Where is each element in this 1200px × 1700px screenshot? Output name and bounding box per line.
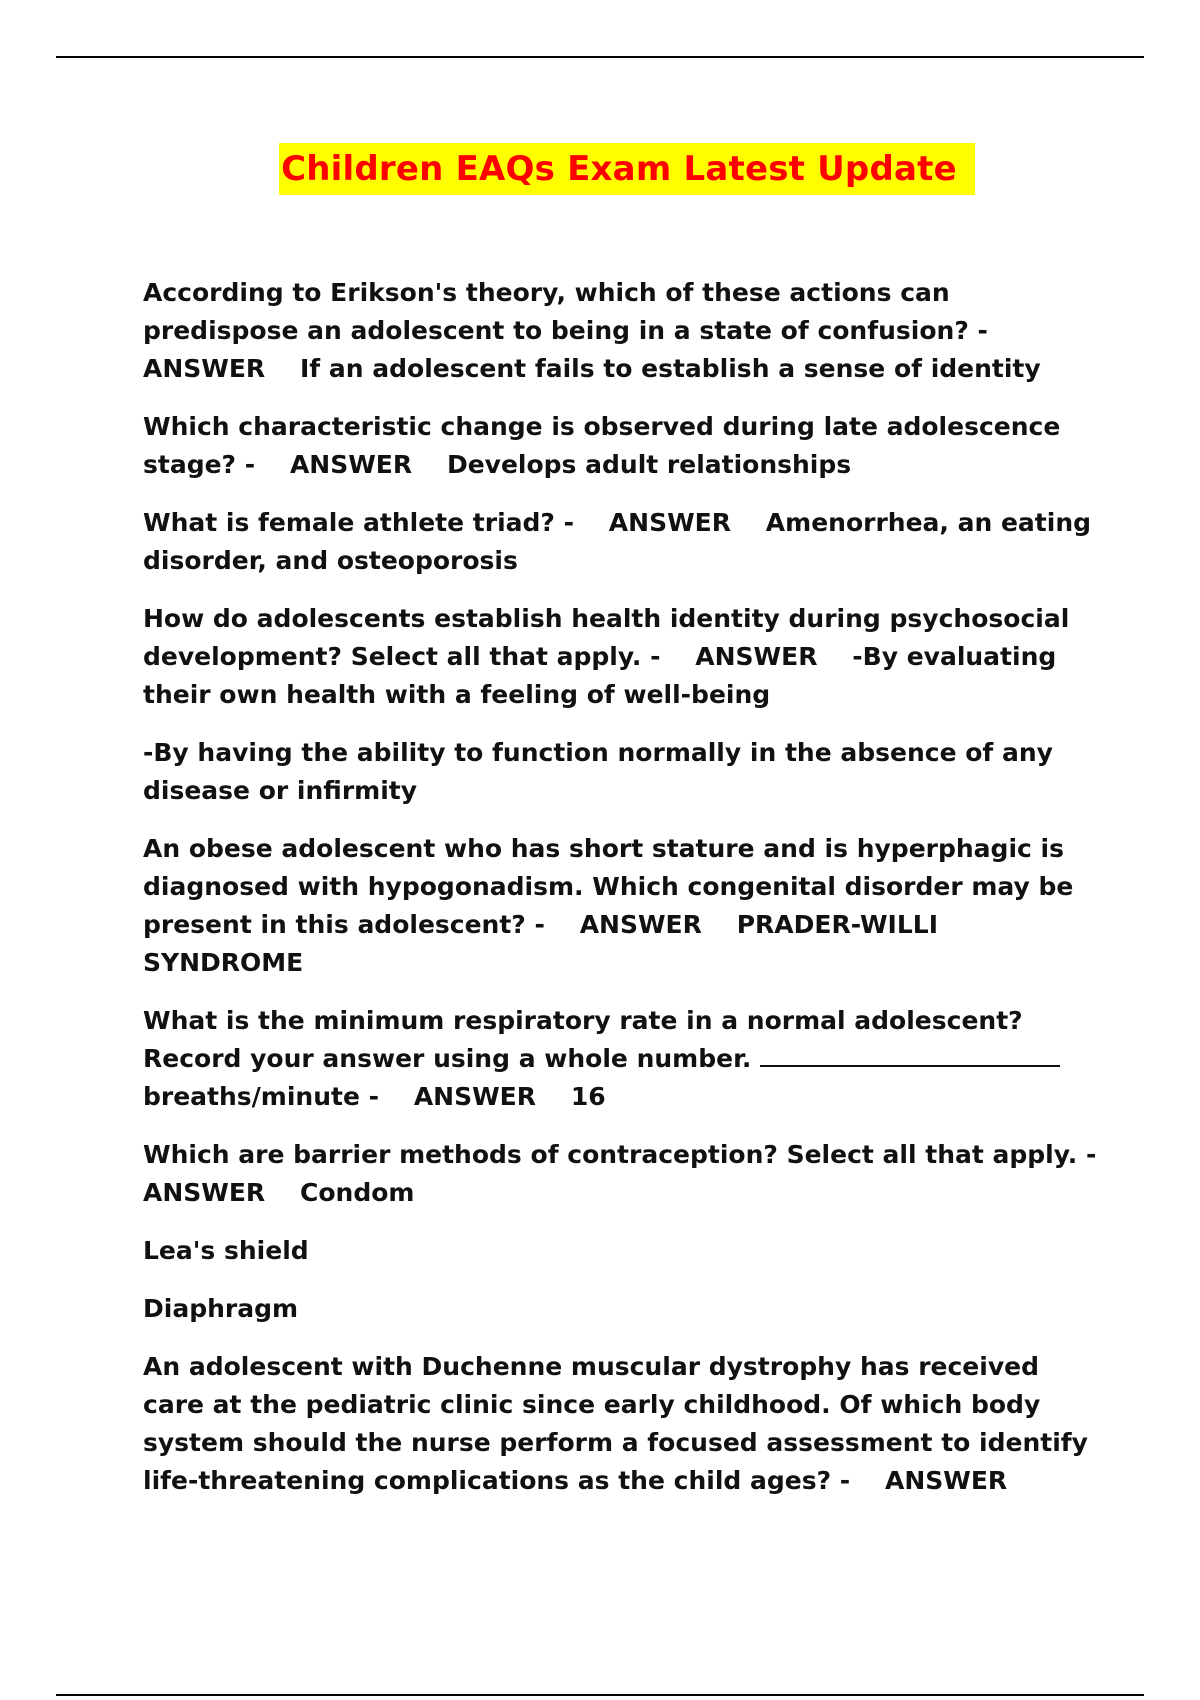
qa-paragraph-3: What is female athlete triad? - ANSWER Amenorrhea, an eating disorder, and osteoporosis <box>143 508 1100 575</box>
qa-paragraph-9: Diaphragm <box>143 1294 299 1323</box>
qa-paragraph-respiratory <box>143 1002 1103 1116</box>
qa-paragraph-7: Which are barrier methods of contraception? Select all that apply. - ANSWER Condom <box>143 1140 1132 1207</box>
top-rule <box>56 56 1144 58</box>
qa-paragraph-6: An obese adolescent who has short stature and is hyperphagic is diagnosed with hypogonadism. Which congenital disorder may be present in this adolescent? - ANSWER PRADER-WILLI SYNDROME <box>143 834 1083 977</box>
qa-paragraph-10: An adolescent with Duchenne muscular dystrophy has received care at the pediatric clinic since early childhood. Of which body system should the nurse perform a focused assessment to identify life-threatening complications as the child ages? - ANSWER <box>143 1352 1097 1495</box>
answer-blank-line <box>760 1043 1060 1067</box>
qa-paragraph-8: Lea's shield <box>143 1236 309 1265</box>
qa-paragraph-4: How do adolescents establish health identity during psychosocial development? Select all that apply. - ANSWER -By evaluating their own health with a feeling of well-being <box>143 604 1078 709</box>
qa-paragraph-1: According to Erikson's theory, which of these actions can predispose an adolescent to being in a state of confusion? - ANSWER If an adolescent fails to establish a sense of identity <box>143 278 1041 383</box>
respiratory-answer: breaths/minute - ANSWER 16 <box>143 1082 606 1111</box>
bottom-rule <box>56 1694 1144 1696</box>
respiratory-question: What is the minimum respiratory rate in a normal adolescent? Record your answer using a whole number. <box>143 1006 1032 1073</box>
title-container <box>0 143 1200 195</box>
qa-paragraph-5: -By having the ability to function normally in the absence of any disease or infirmity <box>143 738 1062 805</box>
document-title: Children EAQs Exam Latest Update <box>279 143 975 195</box>
document-body <box>143 274 1132 1520</box>
qa-paragraph-2: Which characteristic change is observed during late adolescence stage? - ANSWER Develops adult relationships <box>143 412 1070 479</box>
